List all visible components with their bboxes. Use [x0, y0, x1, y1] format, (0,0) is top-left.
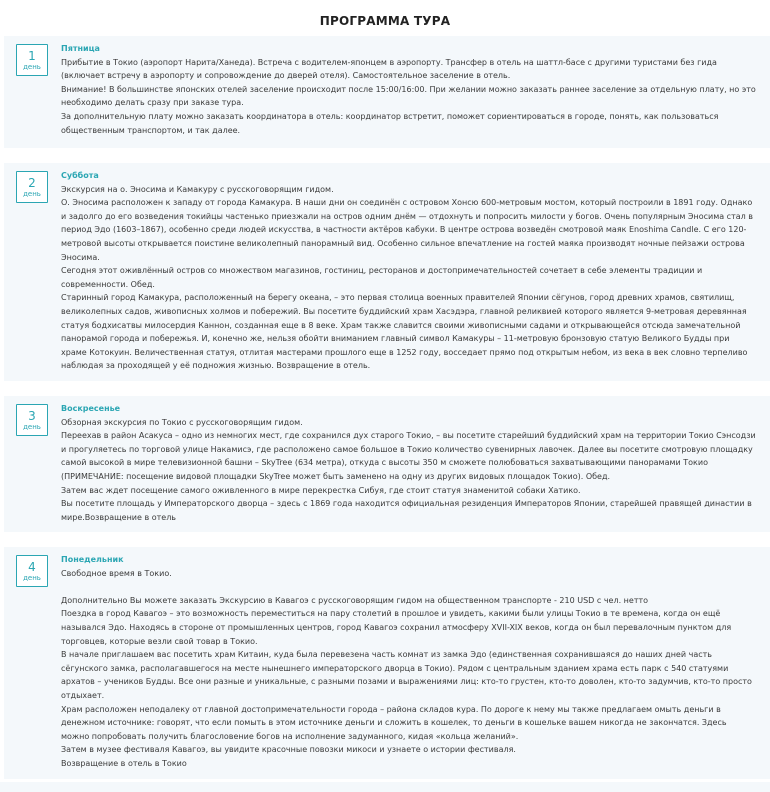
- day-card-4: [4, 547, 770, 779]
- day-paragraph: Возвращение в отель в Токио: [61, 758, 187, 768]
- day-paragraph: Переехав в район Асакуса – одно из немногих мест, где сохранился дух старого Токио, – вы посетите старейший буддийский храм на территории Токио Сэнсодзи и прогуляетесь по торговой улице Накамисэ, где расположено самое большое в Токио количество сувенирных лавочек. Далее вы посетите смотровую площадку самой высокой в мире телевизионной башни – SkyTree (634 метра), откуда с высоты 350 м сможете полюбоваться захватывающими панорамами Токио (ПРИМЕЧАНИЕ: посещение видовой площадки SkyTree может быть заменено на одну из других видовых площадок Токио). Обед.: [61, 431, 756, 481]
- day-paragraph: Сегодня этот оживлённый остров со множеством магазинов, гостиниц, ресторанов и достопримечательностей сочетает в себе элементы традиции и современности. Обед.: [61, 266, 703, 289]
- day-paragraph: Дополнительно Вы можете заказать Экскурсию в Кавагоэ с русскоговорящим гидом на общественном транспорте - 210 USD с чел. нетто: [61, 595, 649, 605]
- day-paragraph: Старинный город Камакура, расположенный на берегу океана, – это первая столица военных правителей Японии сёгунов, город древних храмов, святилищ, великолепных садов, живописных холмов и побережий. Вы посетите буддийский храм Хасэдэра, главной реликвией которого является 9-метровая деревянная статуя бодхисатвы милосердия Каннон, созданная еще в 8 веке. Храм также славится своими живописными садами и открывающейся отсюда замечательной панорамой города и побережья. И, конечно же, нельзя обойти вниманием главный символ Камакуры – 11-метровую бронзовую статую Великого Будды при храме Котокуин. Величественная статуя, отлитая мастерами прошлого еще в 1252 году, восседает прямо под открытым небом, из века в век словно терпеливо наблюдая за проходящей у её подножия жизнью. Возвращение в отель.: [61, 293, 748, 371]
- day-paragraph: Поездка в город Кавагоэ – это возможность переместиться на пару столетий в прошлое и увидеть, какими были улицы Токио в те времена, когда он ещё назывался Эдо. Находясь в стороне от промышленных центров, город Кавагоэ сохранил атмосферу XVII-XIX веков, когда он был перевалочным пунктом для торговцев, которые везли свой товар в Токио.: [61, 609, 732, 646]
- day-title: Суббота: [61, 171, 99, 180]
- day-paragraph: За дополнительную плату можно заказать координатора в отель: координатор встретит, поможет сориентироваться в городе, понять, как пользоваться общественным транспортом, и так далее.: [61, 111, 719, 135]
- day-paragraph: Свободное время в Токио.: [61, 568, 172, 578]
- day-paragraph: Внимание! В большинстве японских отелей заселение происходит после 15:00/16:00. При желании можно заказать раннее заселение за отдельную плату, но это необходимо делать сразу при заказе тура.: [61, 84, 756, 108]
- day-badge: [16, 555, 48, 587]
- day-paragraph: Затем в музее фестиваля Кавагоэ, вы увидите красочные повозки микоси и узнаете о истории фестиваля.: [61, 745, 516, 755]
- day-content: [61, 169, 756, 373]
- day-title: Пятница: [61, 44, 100, 53]
- day-paragraph: В начале приглашаем вас посетить храм Китаин, куда была перевезена часть комнат из замка Эдо (единственная сохранившаяся до наших дней часть сёгунского замка, располагавшегося на месте нынешнего императорского дворца в Токио). Рядом с центральным зданием храма есть парк с 540 статуями архатов – учеников Будды. Все они разные и уникальные, с разными позами и выражениями лиц: кто-то грустен, кто-то доволен, кто-то задумчив, кто-то просто отдыхает.: [61, 650, 752, 700]
- day-number: 1: [28, 49, 36, 63]
- day-badge: [16, 404, 48, 436]
- day-unit-label: день: [23, 190, 41, 198]
- day-unit-label: день: [23, 574, 41, 582]
- page-title: ПРОГРАММА ТУРА: [319, 14, 451, 28]
- day-content: [61, 553, 756, 771]
- day-card-3: [4, 396, 770, 532]
- next-day-card-edge: [0, 782, 770, 792]
- day-paragraph: Экскурсия на о. Эносима и Камакуру с русскоговорящим гидом.: [61, 184, 334, 194]
- day-unit-label: день: [23, 423, 41, 431]
- day-paragraph: Прибытие в Токио (аэропорт Нарита/Ханеда). Встреча с водителем-японцем в аэропорту. Трансфер в отель на шаттл-басе с другими туристами без гида (включает встречу в аэропорту и сопровождение до дверей отеля). Самостоятельное заселение в отель.: [61, 57, 717, 81]
- day-unit-label: день: [23, 63, 41, 71]
- day-paragraph: Затем вас ждет посещение самого оживленного в мире перекрестка Сибуя, где стоит статуя знаменитой собаки Хатико.: [61, 485, 581, 495]
- day-paragraph: Обзорная экскурсия по Токио с русскоговорящим гидом.: [61, 417, 303, 427]
- day-badge: [16, 44, 48, 76]
- day-number: 2: [28, 176, 36, 190]
- day-paragraph: Вы посетите площадь у Императорского дворца – здесь с 1869 года находится официальная резиденция Императоров Японии, старейшей правящей династии в мире.Возвращение в отель: [61, 499, 752, 522]
- day-title: Понедельник: [61, 555, 124, 564]
- day-badge: [16, 171, 48, 203]
- day-card-2: [4, 163, 770, 381]
- day-content: [61, 402, 756, 524]
- day-title: Воскресенье: [61, 404, 121, 413]
- day-content: [61, 42, 756, 137]
- paragraph-spacer: [61, 580, 756, 594]
- day-number: 3: [28, 409, 36, 423]
- day-paragraph: Храм расположен неподалеку от главной достопримечательности города – района складов кура. По дороге к нему мы также предлагаем омыть деньги в денежном источнике: говорят, что если помыть в этом источнике деньги и сложить в кошелек, то деньги в кошельке вашем никогда не закончатся. Здесь можно попробовать получить благословение богов на исполнение задуманного, кидая «кольца желаний».: [61, 704, 727, 741]
- day-paragraph: О. Эносима расположен к западу от города Камакура. В наши дни он соединён с островом Хонсю 600-метровым мостом, который построили в 1891 году. Однако и задолго до его возведения токийцы частенько приезжали на остров одним днём — отдохнуть и попросить милости у богов. Очень популярным Эносима стал в период Эдо (1603–1867), особенно среди людей искусства, в частности актёров кабуки. В центре острова возведён смотровой маяк Enoshima Candle. С его 120-метровой высоты открывается поистине великолепный панорамный вид. Особенно сильное впечатление на гостей маяка производят ночные пейзажи острова Эносима.: [61, 198, 754, 262]
- day-number: 4: [28, 560, 36, 574]
- day-card-1: [4, 36, 770, 148]
